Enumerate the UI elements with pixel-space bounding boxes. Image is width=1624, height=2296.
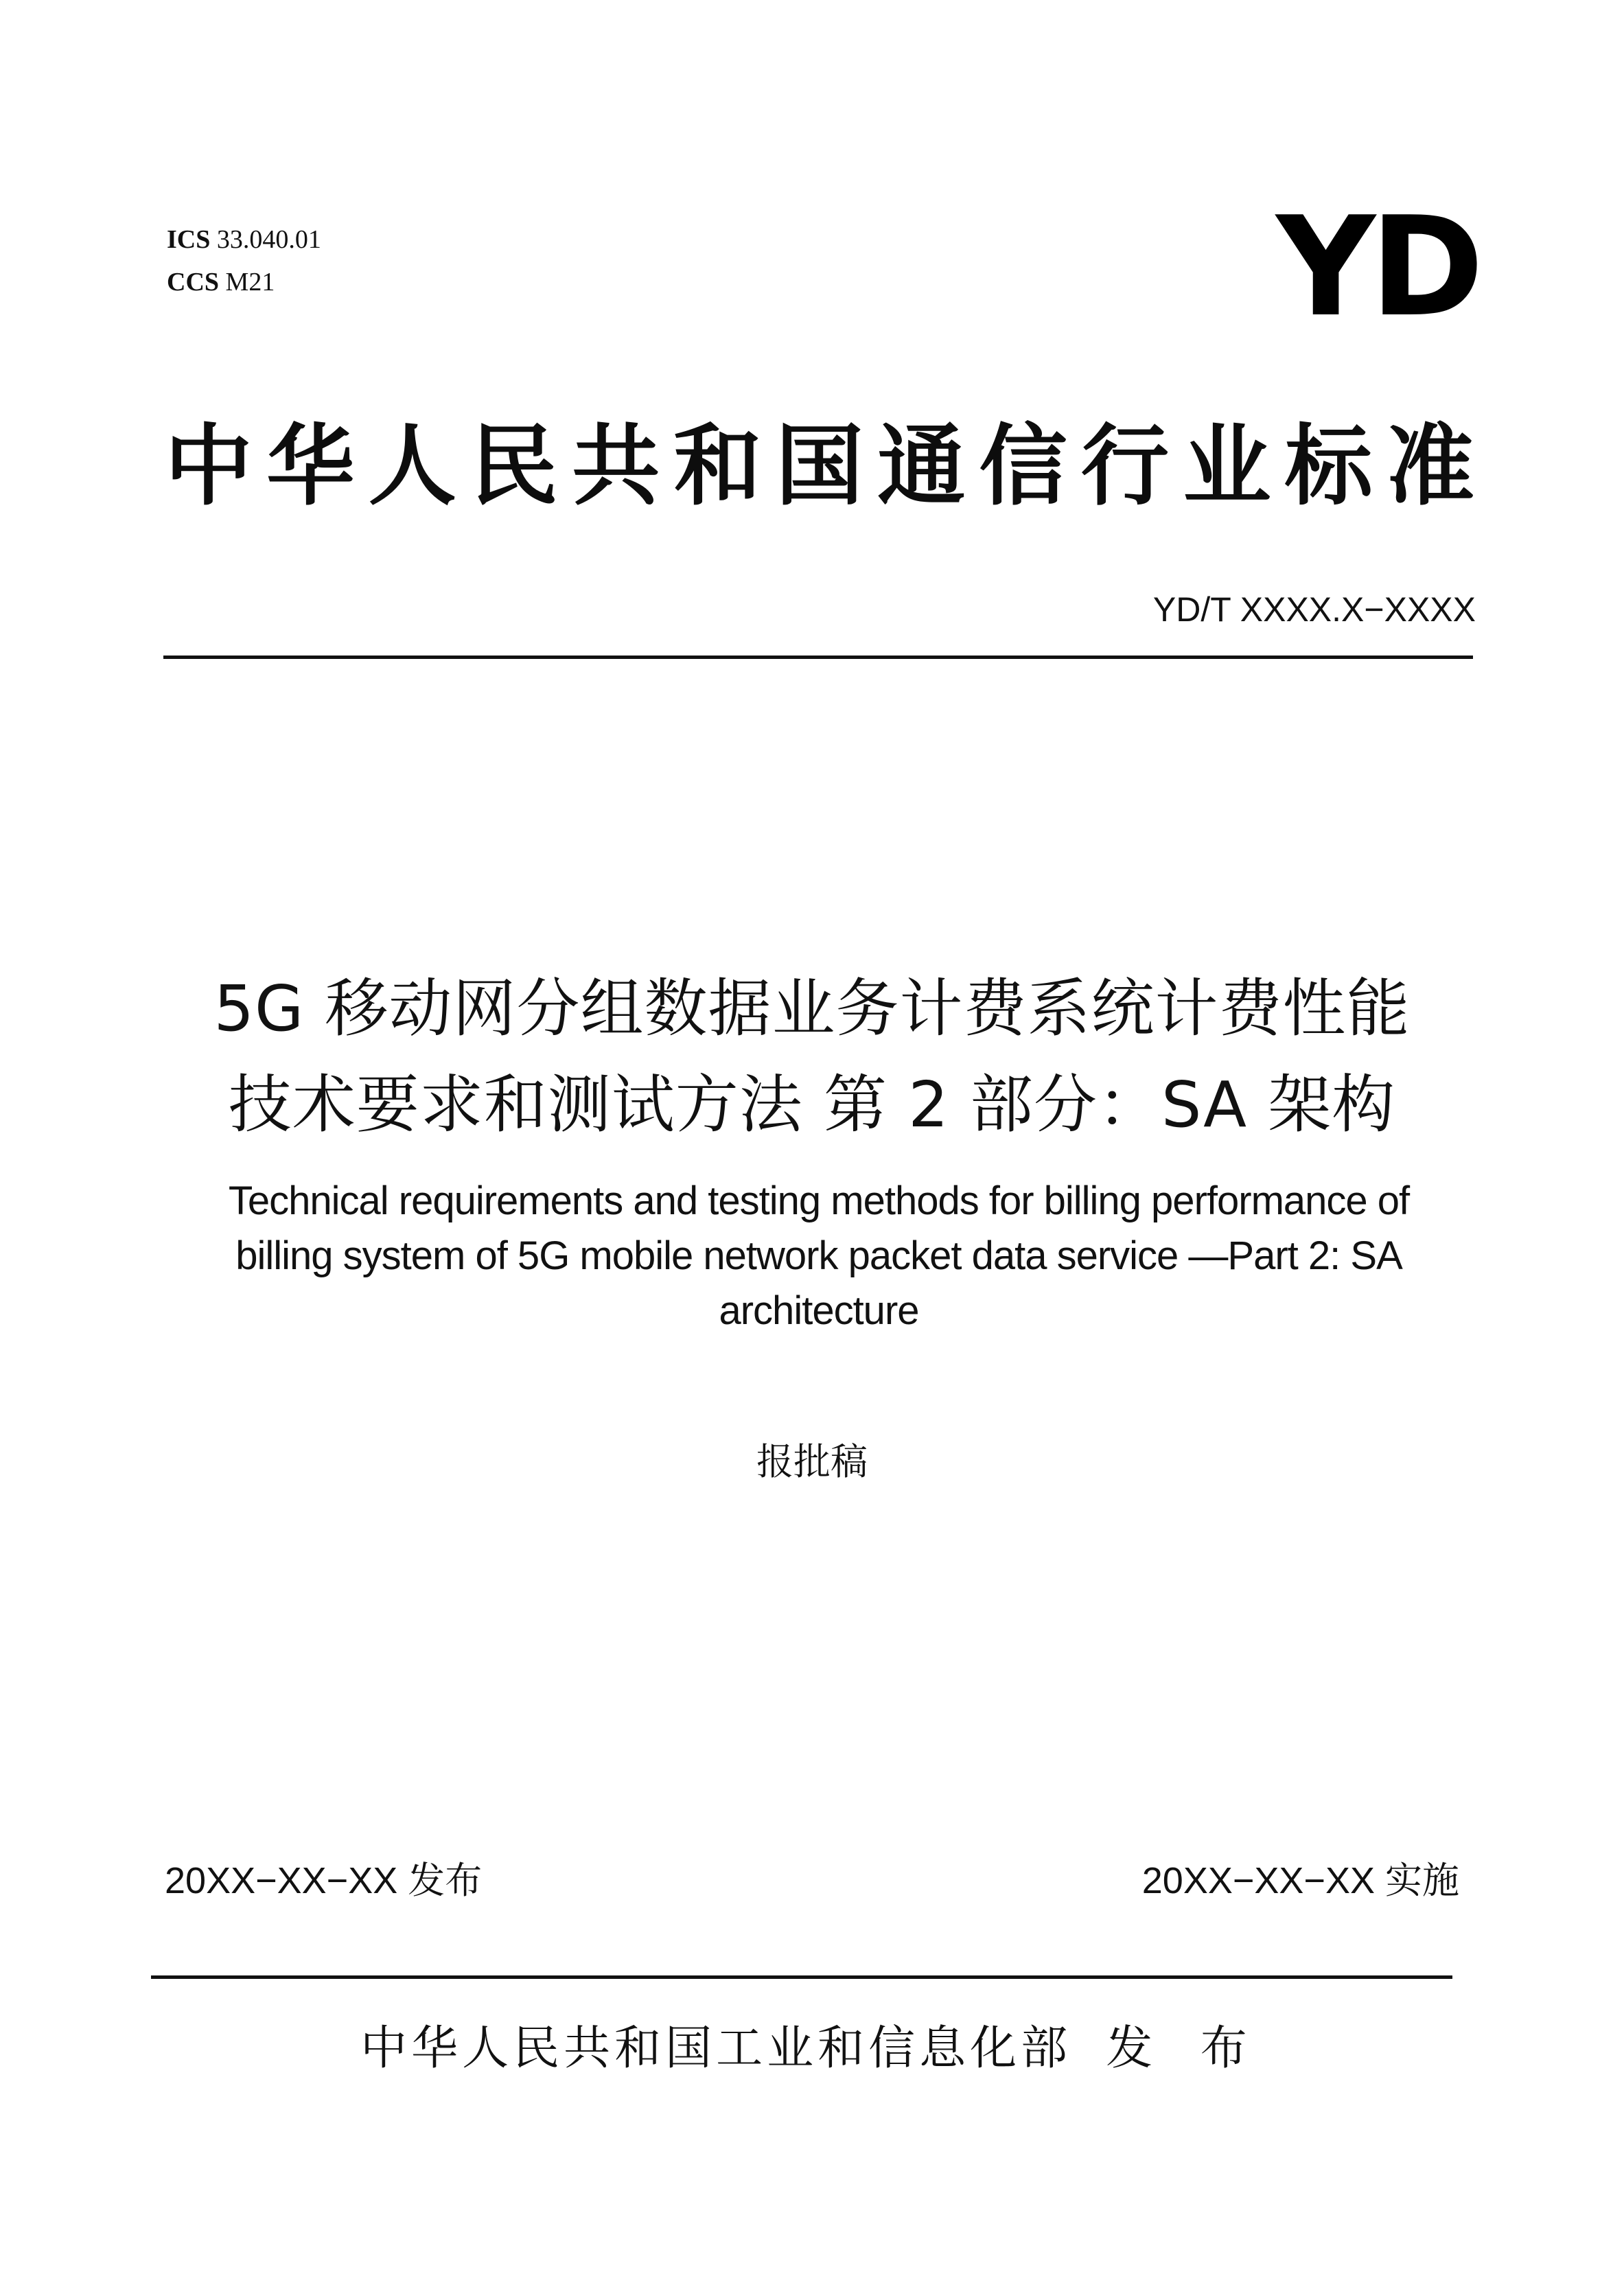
- header-divider: [163, 656, 1473, 659]
- footer-divider: [151, 1975, 1452, 1979]
- issuer-name: 中华人民共和国工业和信息化部: [360, 2021, 1072, 2076]
- classification-codes: [167, 218, 321, 303]
- title-zh-line-2: 技术要求和测试方法 第 2 部分：SA 架构: [228, 1068, 1396, 1141]
- ics-code: [167, 218, 321, 261]
- ccs-code: [167, 261, 321, 303]
- title-zh-line-1: 5G 移动网分组数据业务计费系统计费性能: [213, 972, 1411, 1045]
- yd-logo: YD: [1276, 187, 1478, 347]
- standard-number: YD/T XXXX.X−XXXX: [1152, 590, 1476, 629]
- draft-stage: 报批稿: [756, 1440, 868, 1483]
- standard-category-title: 中华人民共和国通信行业标准: [165, 415, 1478, 518]
- ccs-label: CCS: [167, 268, 220, 297]
- ics-value: 33.040.01: [216, 225, 321, 254]
- document-title-en: [172, 1174, 1466, 1338]
- implement-date: 20XX−XX−XX 实施: [1141, 1860, 1459, 1901]
- title-en-line-1: Technical requirements and testing methods for billing performance of: [228, 1179, 1410, 1223]
- publish-date: 20XX−XX−XX 发布: [165, 1860, 483, 1901]
- issue-verb: 发 布: [1106, 2021, 1264, 2076]
- ccs-value: M21: [225, 268, 275, 297]
- ics-label: ICS: [167, 225, 211, 254]
- document-title-zh: [103, 961, 1521, 1153]
- title-en-line-3: architecture: [719, 1288, 919, 1333]
- issuing-authority: [0, 2015, 1624, 2083]
- title-en-line-2: billing system of 5G mobile network packet data service —Part 2: SA: [235, 1233, 1402, 1278]
